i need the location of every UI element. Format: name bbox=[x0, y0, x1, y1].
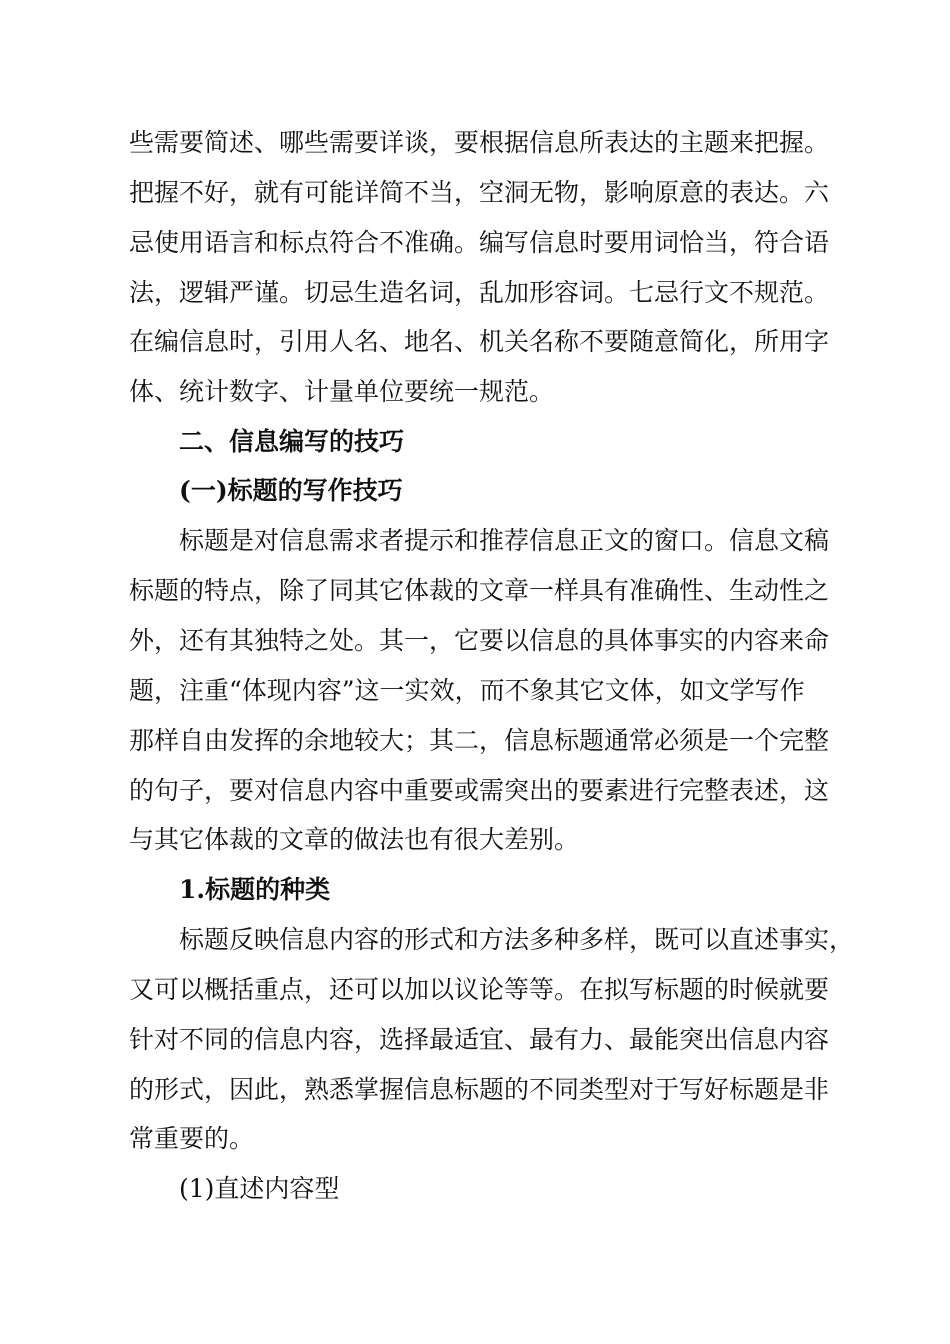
body-line: 忌使用语言和标点符合不准确。编写信息时要用词恰当，符合语 bbox=[129, 228, 830, 257]
body-line: 标题的特点，除了同其它体裁的文章一样具有准确性、生动性之 bbox=[129, 576, 830, 605]
body-line: 外，还有其独特之处。其一，它要以信息的具体事实的内容来命 bbox=[129, 626, 830, 655]
body-line: 的形式，因此，熟悉掌握信息标题的不同类型对于写好标题是非 bbox=[129, 1075, 830, 1104]
body-line: 的句子，要对信息内容中重要或需突出的要素进行完整表述，这 bbox=[129, 776, 830, 805]
body-line: 那样自由发挥的余地较大；其二，信息标题通常必须是一个完整 bbox=[129, 726, 830, 755]
list-item-heading: (1)直述内容型 bbox=[179, 1174, 340, 1203]
subsection-heading: (一)标题的写作技巧 bbox=[179, 476, 403, 505]
subsubsection-heading: 1.标题的种类 bbox=[179, 875, 331, 904]
body-line: 法，逻辑严谨。切忌生造名词，乱加形容词。七忌行文不规范。 bbox=[129, 278, 830, 307]
body-line: 把握不好，就有可能详简不当，空洞无物，影响原意的表达。六 bbox=[129, 178, 830, 207]
body-line: 针对不同的信息内容，选择最适宜、最有力、最能突出信息内容 bbox=[129, 1025, 830, 1054]
body-line: 些需要简述、哪些需要详谈，要根据信息所表达的主题来把握。 bbox=[129, 128, 830, 157]
section-heading: 二、信息编写的技巧 bbox=[179, 427, 405, 456]
body-line: 题，注重“体现内容”这一实效，而不象其它文体，如文学写作 bbox=[129, 676, 805, 705]
body-line: 又可以概括重点，还可以加以议论等等。在拟写标题的时候就要 bbox=[129, 975, 830, 1004]
body-line: 与其它体裁的文章的做法也有很大差别。 bbox=[129, 825, 580, 854]
body-line: 常重要的。 bbox=[129, 1124, 255, 1153]
body-line: 在编信息时，引用人名、地名、机关名称不要随意简化，所用字 bbox=[129, 327, 830, 356]
body-line: 体、统计数字、计量单位要统一规范。 bbox=[129, 377, 555, 406]
body-line: 标题反映信息内容的形式和方法多种多样，既可以直述事实， bbox=[179, 925, 855, 954]
body-line: 标题是对信息需求者提示和推荐信息正文的窗口。信息文稿 bbox=[179, 526, 830, 555]
